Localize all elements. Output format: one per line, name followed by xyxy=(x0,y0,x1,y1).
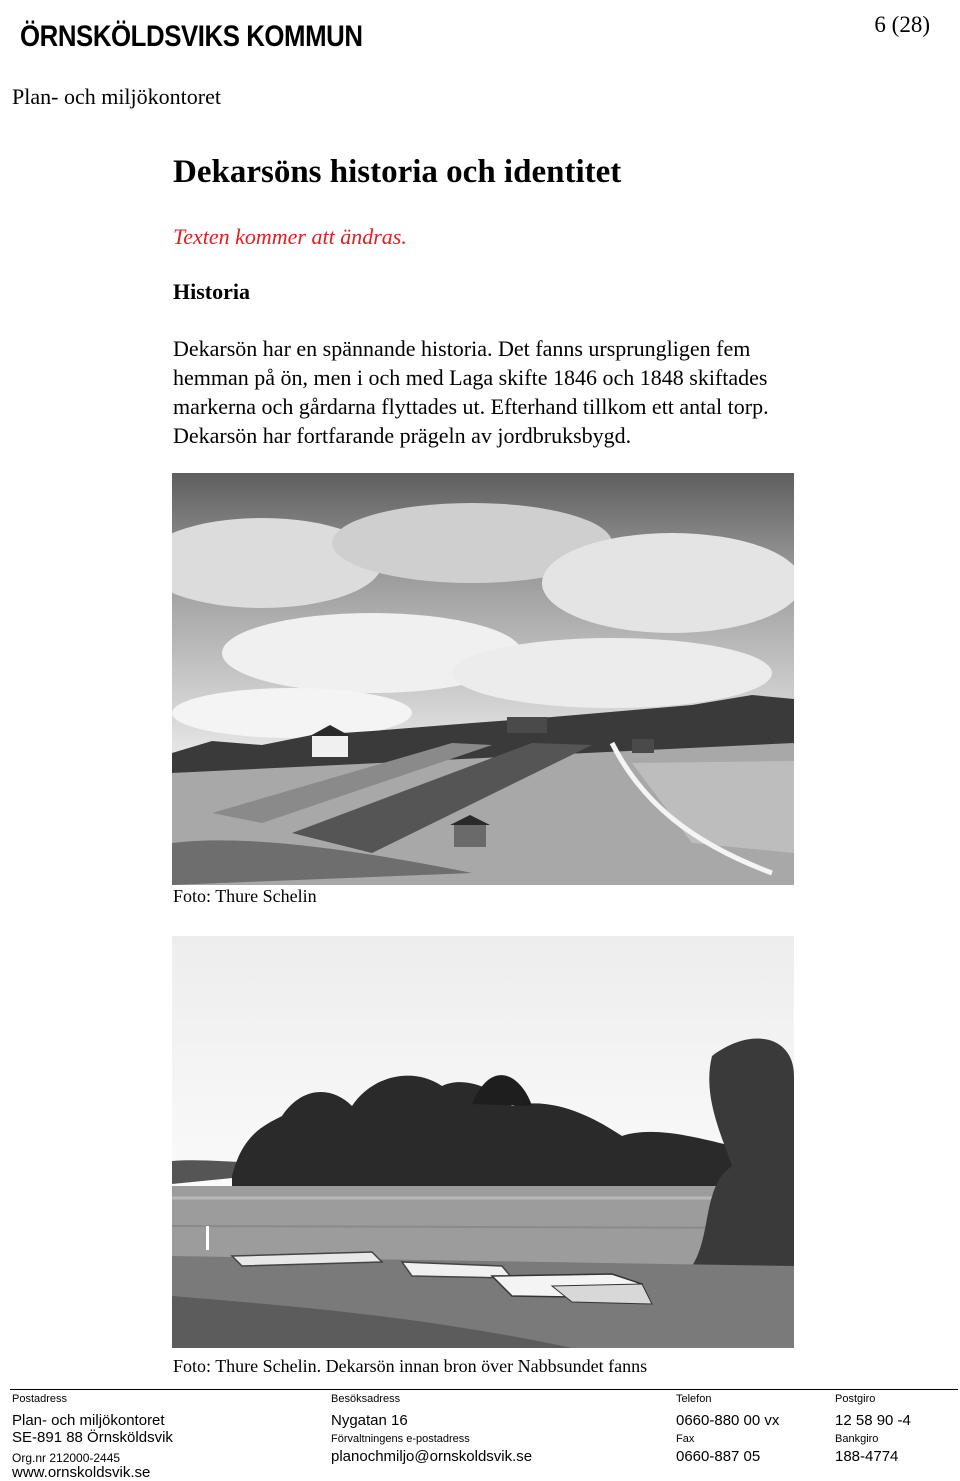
island-boats-photo xyxy=(172,936,794,1348)
footer-divider xyxy=(10,1389,958,1390)
footer-website-link[interactable]: www.ornskoldsvik.se xyxy=(12,1464,151,1481)
footer-label-email: Förvaltningens e-postadress xyxy=(331,1433,470,1445)
department-name: Plan- och miljökontoret xyxy=(12,84,221,109)
paragraph-line: markerna och gårdarna flyttades ut. Efterhand tillkom ett antal torp. xyxy=(173,394,769,419)
footer-label-visit: Besöksadress xyxy=(331,1393,401,1405)
footer-postal-line: SE-891 88 Örnsköldsvik xyxy=(12,1429,173,1446)
footer-phone-number: 0660-880 00 vx xyxy=(676,1412,780,1429)
history-paragraph xyxy=(173,334,823,450)
footer-label-postal: Postadress xyxy=(12,1393,68,1405)
draft-notice: Texten kommer att ändras. xyxy=(173,224,407,249)
page-number: 6 (28) xyxy=(874,12,930,37)
paragraph-line: hemman på ön, men i och med Laga skifte 1846 och 1848 skiftades xyxy=(173,365,768,390)
footer-label-fax: Fax xyxy=(676,1433,695,1445)
footer-visit-address: Nygatan 16 xyxy=(331,1412,408,1429)
document-title: Dekarsöns historia och identitet xyxy=(173,154,622,190)
photo-caption: Foto: Thure Schelin. Dekarsön innan bron över Nabbsundet fanns xyxy=(173,1356,648,1376)
photo-caption: Foto: Thure Schelin xyxy=(173,886,317,906)
municipality-name: ÖRNSKÖLDSVIKS KOMMUN xyxy=(20,20,363,53)
footer-bankgiro-number: 188-4774 xyxy=(835,1448,899,1465)
footer-label-postgiro: Postgiro xyxy=(835,1393,876,1405)
footer-postgiro-number: 12 58 90 -4 xyxy=(835,1412,911,1429)
footer-label-phone: Telefon xyxy=(676,1393,712,1405)
section-heading: Historia xyxy=(173,279,250,304)
footer-postal-line: Plan- och miljökontoret xyxy=(12,1412,165,1429)
footer-org-number: Org.nr 212000-2445 xyxy=(12,1451,121,1465)
footer-email-link[interactable]: planochmiljo@ornskoldsvik.se xyxy=(331,1448,533,1465)
footer-label-bankgiro: Bankgiro xyxy=(835,1433,879,1445)
farmland-photo xyxy=(172,473,794,885)
footer-fax-number: 0660-887 05 xyxy=(676,1448,761,1465)
paragraph-line: Dekarsön har fortfarande prägeln av jordbruksbygd. xyxy=(173,423,632,448)
paragraph-line: Dekarsön har en spännande historia. Det fanns ursprungligen fem xyxy=(173,336,751,361)
municipality-logo xyxy=(10,6,402,68)
